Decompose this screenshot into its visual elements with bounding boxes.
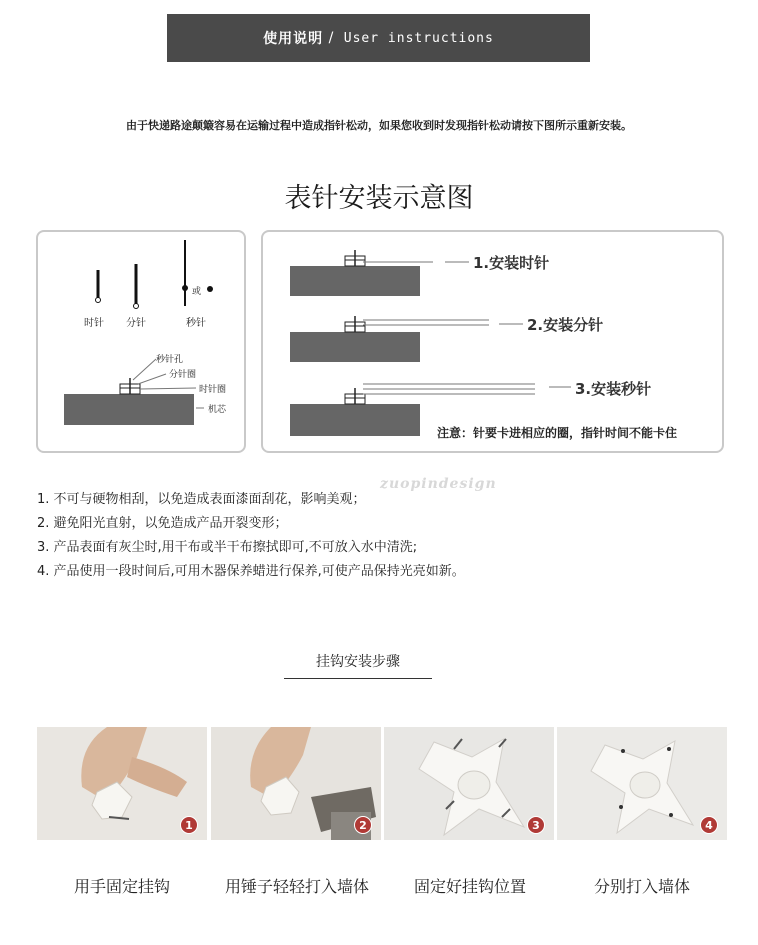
hook-step-2-caption: 用锤子轻轻打入墙体 <box>224 877 369 896</box>
hands-legend-panel <box>36 230 246 453</box>
hook-step-1-photo <box>37 727 207 840</box>
banner-title-en: User instructions <box>343 30 494 46</box>
shipping-notice: 由于快递路途颠簸容易在运输过程中造成指针松动，如果您收到时发现指针松动请按下图所示重新安装。 <box>126 119 632 132</box>
hook-step-2-photo <box>211 727 381 840</box>
install-steps-panel <box>261 230 724 453</box>
care-notes-list <box>37 488 465 584</box>
care-note: 4. 产品使用一段时间后,可用木器保养蜡进行保养,可使产品保持光亮如新。 <box>37 564 465 579</box>
hook-step-1-caption: 用手固定挂钩 <box>73 877 170 896</box>
or-label: 或 <box>192 287 202 297</box>
care-note: 3. 产品表面有灰尘时,用干布或半干布擦拭即可,不可放入水中清洗; <box>37 540 418 555</box>
hook-step-3-caption: 固定好挂钩位置 <box>413 877 526 896</box>
hook-step-4-photo <box>557 727 727 840</box>
step-badge: 1 <box>180 816 198 834</box>
step-2-label: 2.安装分针 <box>527 316 604 334</box>
hands-illustration <box>38 232 244 451</box>
second-hand-label: 秒针 <box>186 318 206 329</box>
second-hole-label: 秒针孔 <box>156 355 184 365</box>
hook-title-underline <box>284 678 432 679</box>
hook-step-3-photo <box>384 727 554 840</box>
step-badge: 4 <box>700 816 718 834</box>
step-badge: 3 <box>527 816 545 834</box>
step-badge: 2 <box>354 816 372 834</box>
caution-note: 注意：针要卡进相应的圈，指针时间不能卡住 <box>437 426 678 440</box>
care-note: 1. 不可与硬物相刮，以免造成表面漆面刮花，影响美观； <box>37 492 366 507</box>
minute-ring-label: 分针圈 <box>169 370 197 380</box>
step-3-label: 3.安装秒针 <box>575 380 652 398</box>
movement-label: 机芯 <box>208 405 227 415</box>
banner-separator: / <box>323 30 340 46</box>
hour-hand-label: 时针 <box>84 318 104 329</box>
care-note: 2. 避免阳光直射，以免造成产品开裂变形； <box>37 516 288 531</box>
header-banner <box>167 14 590 62</box>
minute-hand-label: 分针 <box>126 318 146 329</box>
diagram-title: 表针安装示意图 <box>284 183 474 214</box>
watermark: zuopindesign <box>380 476 497 492</box>
banner-title-cn: 使用说明 <box>263 31 324 47</box>
step-1-label: 1.安装时针 <box>473 254 550 272</box>
hour-ring-label: 时针圈 <box>199 385 227 395</box>
hook-step-4-caption: 分别打入墙体 <box>593 877 690 896</box>
hook-section-title: 挂钩安装步骤 <box>316 654 400 670</box>
